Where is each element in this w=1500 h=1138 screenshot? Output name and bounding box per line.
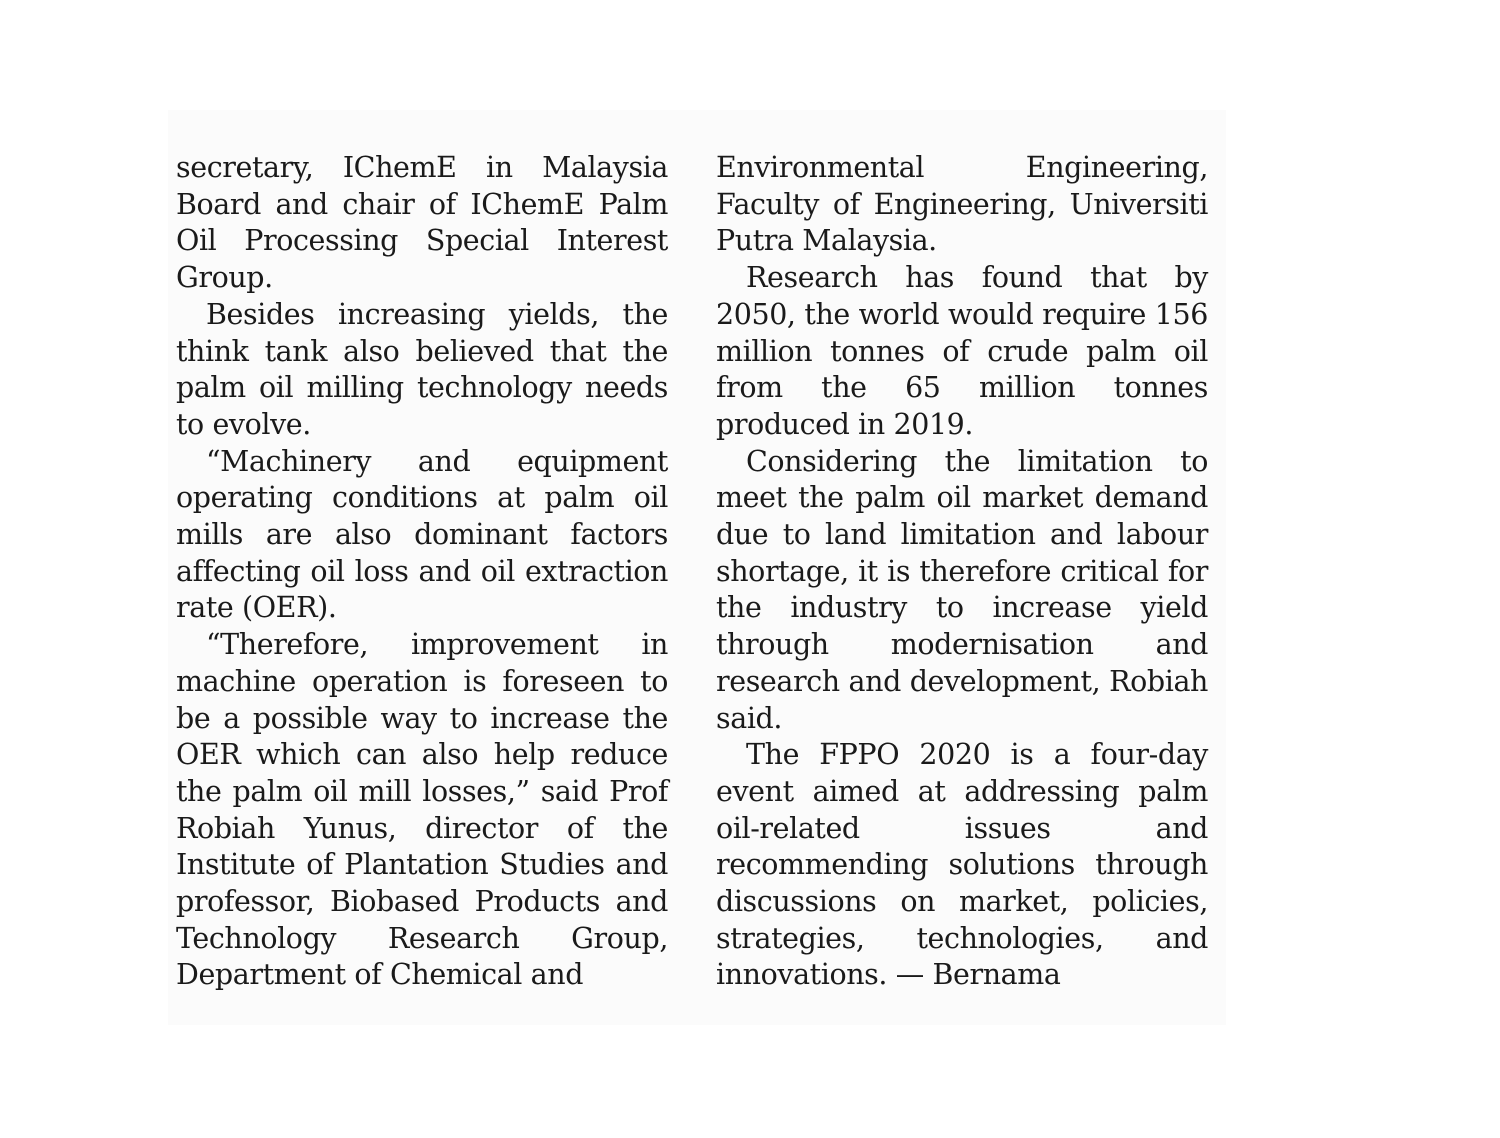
article-paragraph: Besides increasing yields, the think tank also believed that the palm oil milling technology needs to evolve.	[176, 297, 668, 441]
article-paragraph: Considering the limitation to meet the palm oil market demand due to land limitation and labour shortage, it is therefore critical for the industry to increase yield through modernisation and research and development, Robiah said.	[716, 444, 1208, 735]
newspaper-clipping	[168, 110, 1226, 1025]
article-paragraph: The FPPO 2020 is a four-day event aimed at addressing palm oil-related issues and recommending solutions through discussions on market, policies, strategies, technologies, and innovations. — Bernama	[716, 738, 1208, 992]
article-column-left	[176, 150, 668, 994]
article-paragraph: “Therefore, improvement in machine operation is foreseen to be a possible way to increase the OER which can also help reduce the palm oil mill losses,” said Prof Robiah Yunus, director of the Institute of Plantation Studies and professor, Biobased Products and Technology Research Group, Department of Chemical and	[176, 628, 668, 992]
article-paragraph: Environmental Engineering, Faculty of Engineering, Universiti Putra Malaysia.	[716, 151, 1208, 258]
article-paragraph: Research has found that by 2050, the world would require 156 million tonnes of crude palm oil from the 65 million tonnes produced in 2019.	[716, 261, 1208, 441]
article-paragraph: “Machinery and equipment operating conditions at palm oil mills are also dominant factors affecting oil loss and oil extraction rate (OER).	[176, 444, 668, 625]
article-paragraph: secretary, IChemE in Malaysia Board and chair of IChemE Palm Oil Processing Special Interest Group.	[176, 151, 668, 295]
article-column-right	[716, 150, 1208, 994]
